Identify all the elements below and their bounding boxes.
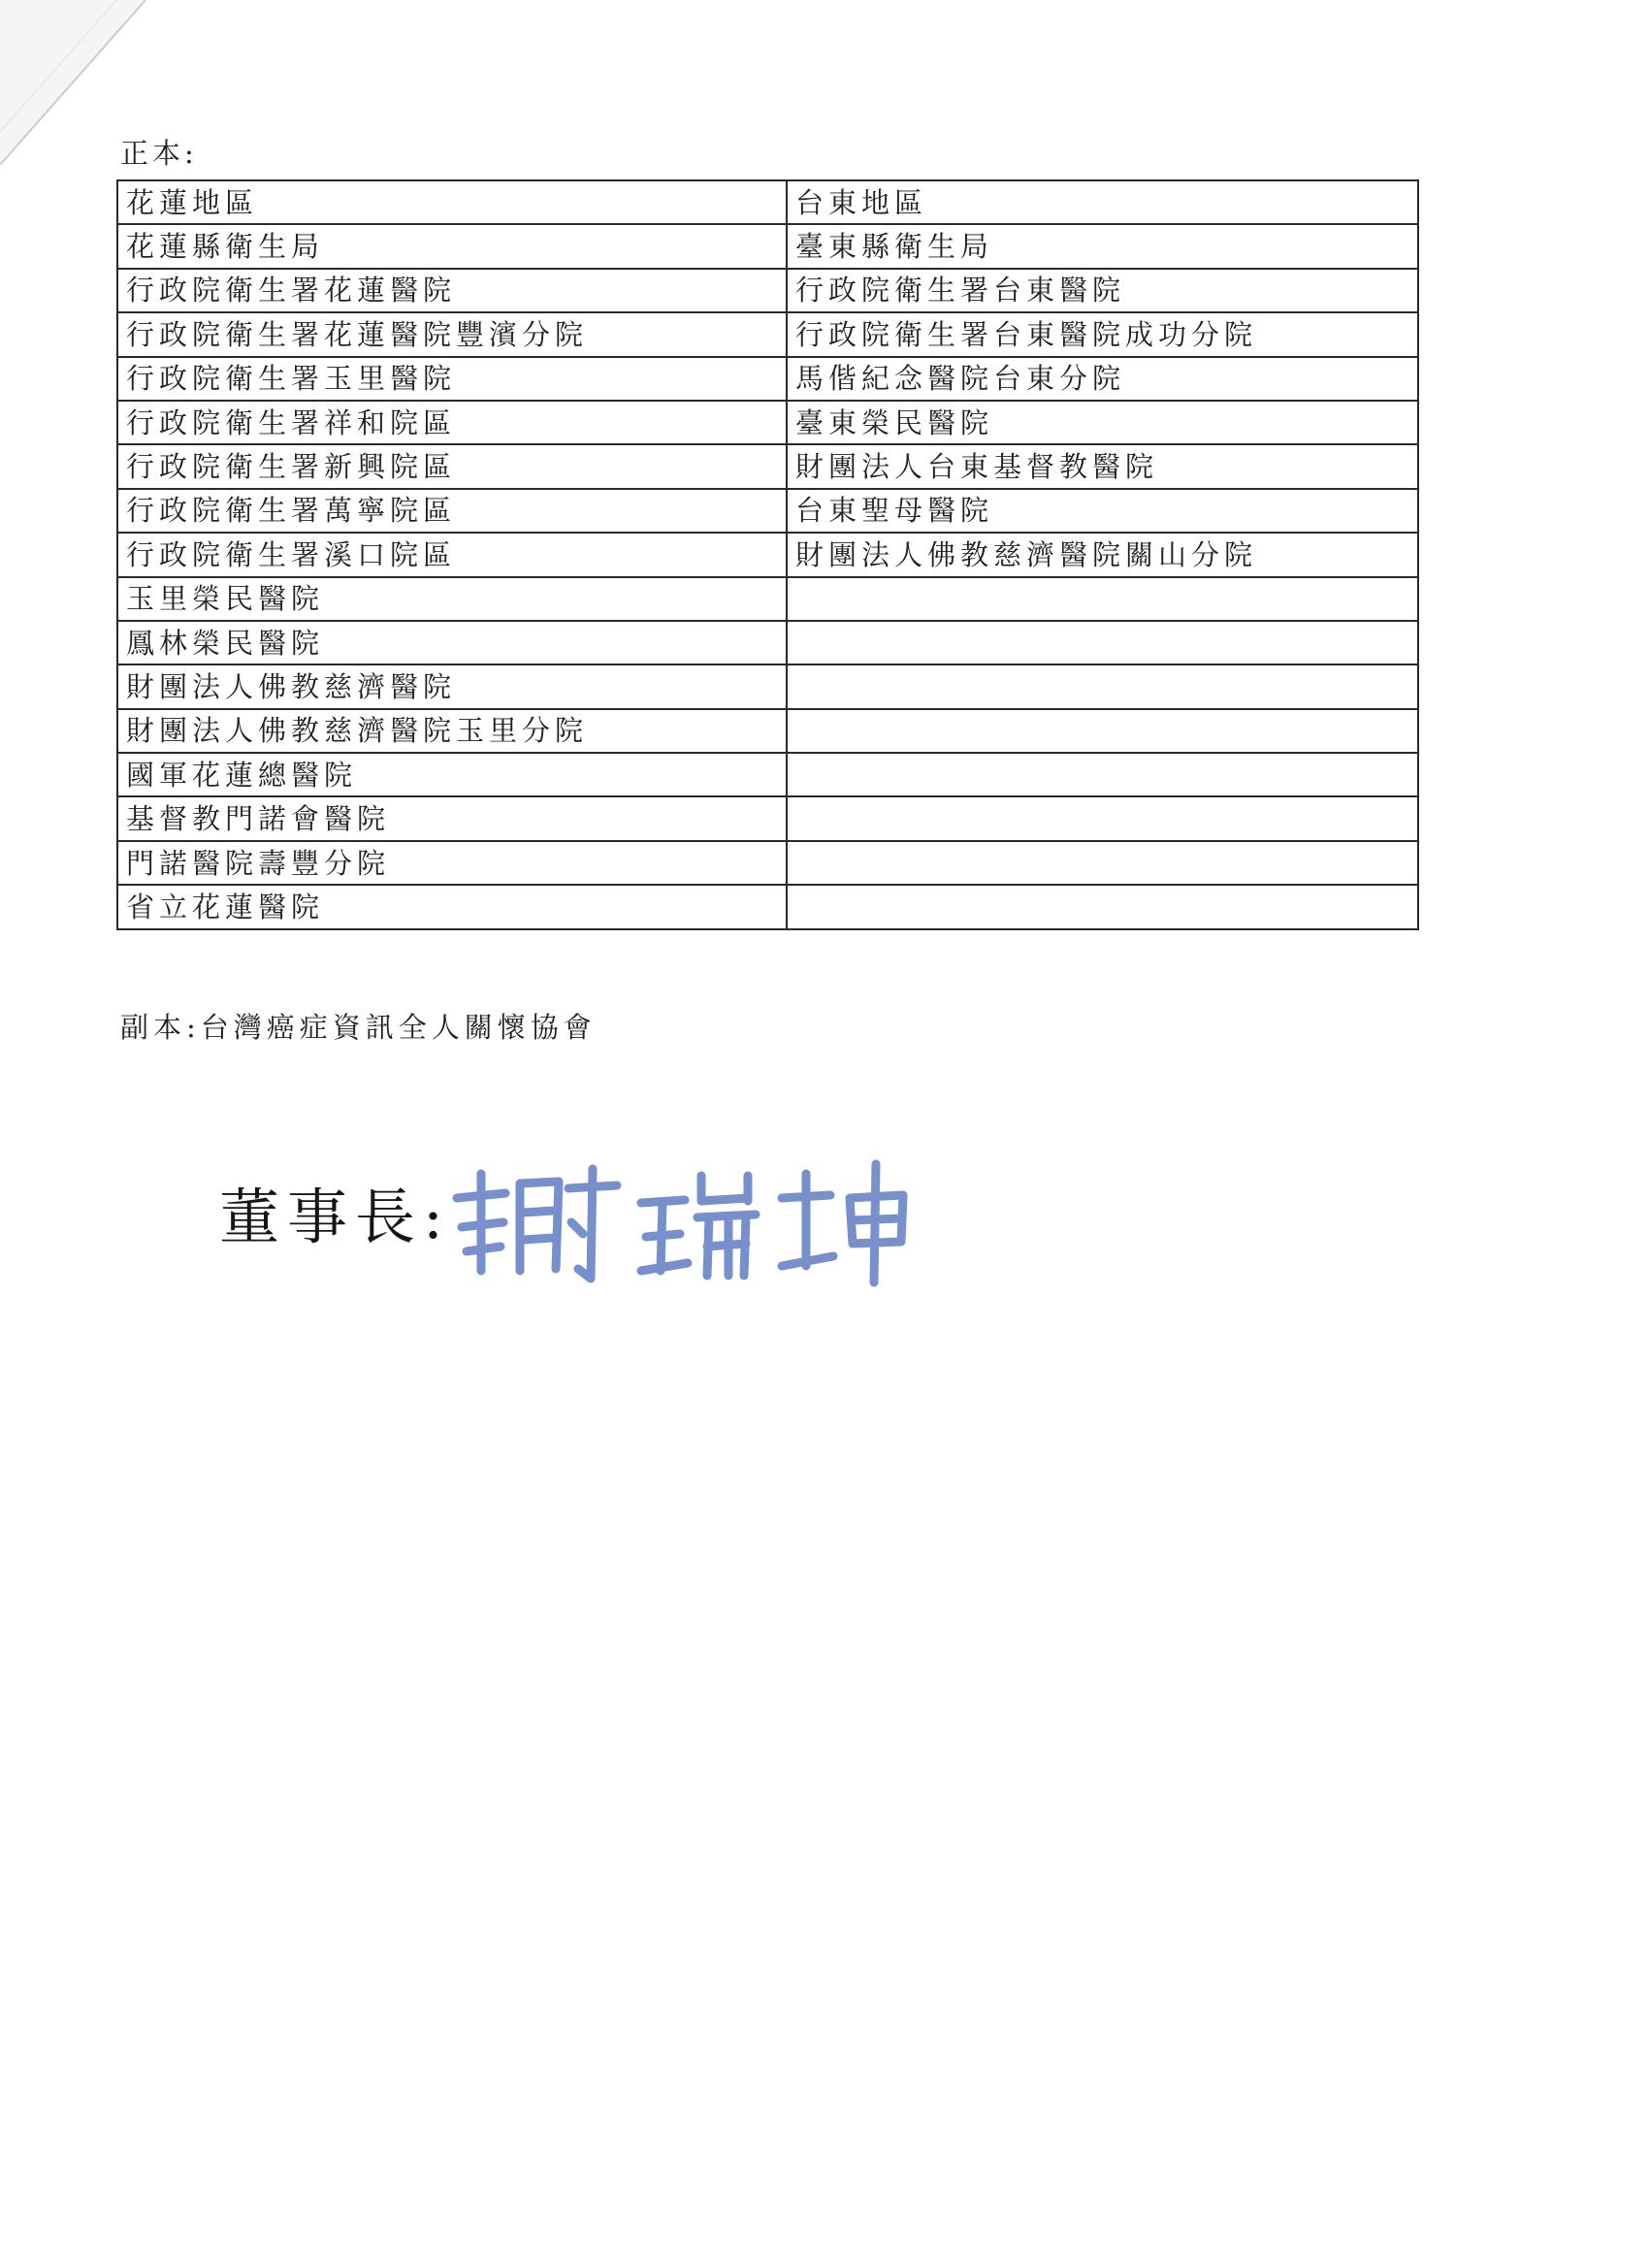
hualien-recipient-cell: 花蓮地區 [117,180,787,224]
recipient-row [117,753,1418,796]
taitung-recipient-cell [787,664,1418,708]
taitung-recipient-cell [787,753,1418,796]
hualien-recipient-cell: 行政院衛生署玉里醫院 [117,357,787,401]
taitung-recipient-cell: 財團法人佛教慈濟醫院關山分院 [787,533,1418,576]
recipient-row [117,357,1418,401]
recipient-row [117,533,1418,576]
hualien-recipient-cell: 玉里榮民醫院 [117,577,787,621]
taitung-recipient-cell: 台東聖母醫院 [787,489,1418,533]
hualien-recipient-cell: 鳳林榮民醫院 [117,621,787,664]
hualien-recipient-cell: 財團法人佛教慈濟醫院玉里分院 [117,709,787,753]
recipient-row [117,841,1418,885]
taitung-recipient-cell: 臺東縣衛生局 [787,224,1418,268]
hualien-recipient-cell: 門諾醫院壽豐分院 [117,841,787,885]
recipient-row [117,444,1418,488]
recipient-row [117,664,1418,708]
hualien-recipient-cell: 行政院衛生署祥和院區 [117,401,787,444]
hualien-recipient-cell: 國軍花蓮總醫院 [117,753,787,796]
taitung-recipient-cell [787,621,1418,664]
recipient-row [117,224,1418,268]
taitung-recipient-cell: 行政院衛生署台東醫院 [787,269,1418,312]
recipient-row [117,885,1418,928]
recipient-row [117,796,1418,840]
recipient-row [117,269,1418,312]
hualien-recipient-cell: 行政院衛生署花蓮醫院 [117,269,787,312]
recipient-table [116,179,1419,930]
hualien-recipient-cell: 行政院衛生署溪口院區 [117,533,787,576]
recipient-row [117,489,1418,533]
hualien-recipient-cell: 財團法人佛教慈濟醫院 [117,664,787,708]
original-recipients-label: 正本: [120,137,198,170]
recipient-row [117,312,1418,356]
hualien-recipient-cell: 省立花蓮醫院 [117,885,787,928]
recipient-table-body [117,180,1418,929]
taitung-recipient-cell: 馬偕紀念醫院台東分院 [787,357,1418,401]
copy-recipient-line: 副本:台灣癌症資訊全人關懷協會 [120,1011,597,1044]
hualien-recipient-cell: 花蓮縣衛生局 [117,224,787,268]
chairman-label: 董事長: [219,1182,451,1252]
recipient-row [117,621,1418,664]
taitung-recipient-cell: 行政院衛生署台東醫院成功分院 [787,312,1418,356]
hualien-recipient-cell: 行政院衛生署萬寧院區 [117,489,787,533]
recipient-row [117,180,1418,224]
hualien-recipient-cell: 行政院衛生署花蓮醫院豐濱分院 [117,312,787,356]
taitung-recipient-cell: 台東地區 [787,180,1418,224]
hualien-recipient-cell: 行政院衛生署新興院區 [117,444,787,488]
hualien-recipient-cell: 基督教門諾會醫院 [117,796,787,840]
taitung-recipient-cell [787,841,1418,885]
recipient-row [117,401,1418,444]
taitung-recipient-cell: 臺東榮民醫院 [787,401,1418,444]
taitung-recipient-cell [787,577,1418,621]
taitung-recipient-cell: 財團法人台東基督教醫院 [787,444,1418,488]
taitung-recipient-cell [787,796,1418,840]
taitung-recipient-cell [787,885,1418,928]
taitung-recipient-cell [787,709,1418,753]
recipient-row [117,577,1418,621]
signature-stamp [447,1154,1010,1290]
recipient-row [117,709,1418,753]
